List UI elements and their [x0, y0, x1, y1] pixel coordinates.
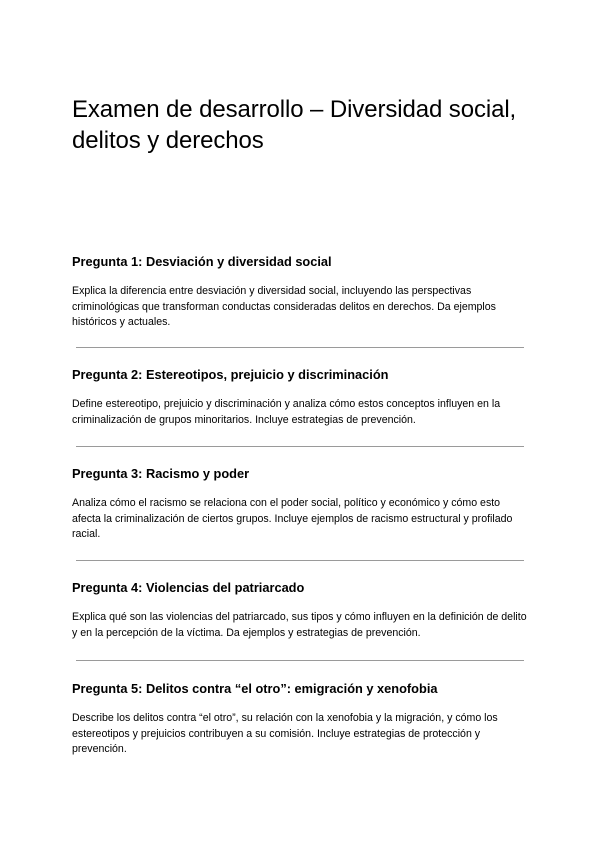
question-4	[72, 580, 528, 641]
question-title: Pregunta 4: Violencias del patriarcado	[72, 580, 305, 595]
question-body: Analiza cómo el racismo se relaciona con el poder social, político y económico y cómo esto afecta la criminalización de ciertos grupos. Incluye ejemplos de racismo estructural y profilado racial.	[72, 497, 513, 541]
question-body: Explica qué son las violencias del patriarcado, sus tipos y cómo influyen en la definición de delito y en la percepción de la víctima. Da ejemplos y estrategias de prevención.	[72, 611, 527, 639]
question-title: Pregunta 5: Delitos contra “el otro”: emigración y xenofobia	[72, 681, 438, 696]
question-body: Describe los delitos contra “el otro”, su relación con la xenofobia y la migración, y cómo los estereotipos y prejuicios contribuyen a su comisión. Incluye estrategias de protección y prevención.	[72, 712, 498, 756]
question-title: Pregunta 1: Desviación y diversidad social	[72, 254, 332, 269]
question-5	[72, 681, 528, 758]
question-title: Pregunta 2: Estereotipos, prejuicio y discriminación	[72, 367, 389, 382]
divider	[76, 660, 524, 661]
question-body: Explica la diferencia entre desviación y diversidad social, incluyendo las perspectivas criminológicas que transforman conductas consideradas delitos en derechos. Da ejemplos históricos y actuales.	[72, 285, 496, 329]
question-body: Define estereotipo, prejuicio y discriminación y analiza cómo estos conceptos influyen en la criminalización de grupos minoritarios. Incluye estrategias de prevención.	[72, 398, 501, 426]
question-title: Pregunta 3: Racismo y poder	[72, 466, 250, 481]
divider	[76, 560, 524, 561]
divider	[76, 446, 524, 447]
document-title: Examen de desarrollo – Diversidad social, delitos y derechos	[72, 96, 517, 154]
question-3	[72, 466, 528, 543]
question-2	[72, 367, 528, 428]
question-1	[72, 254, 528, 331]
divider	[76, 347, 524, 348]
